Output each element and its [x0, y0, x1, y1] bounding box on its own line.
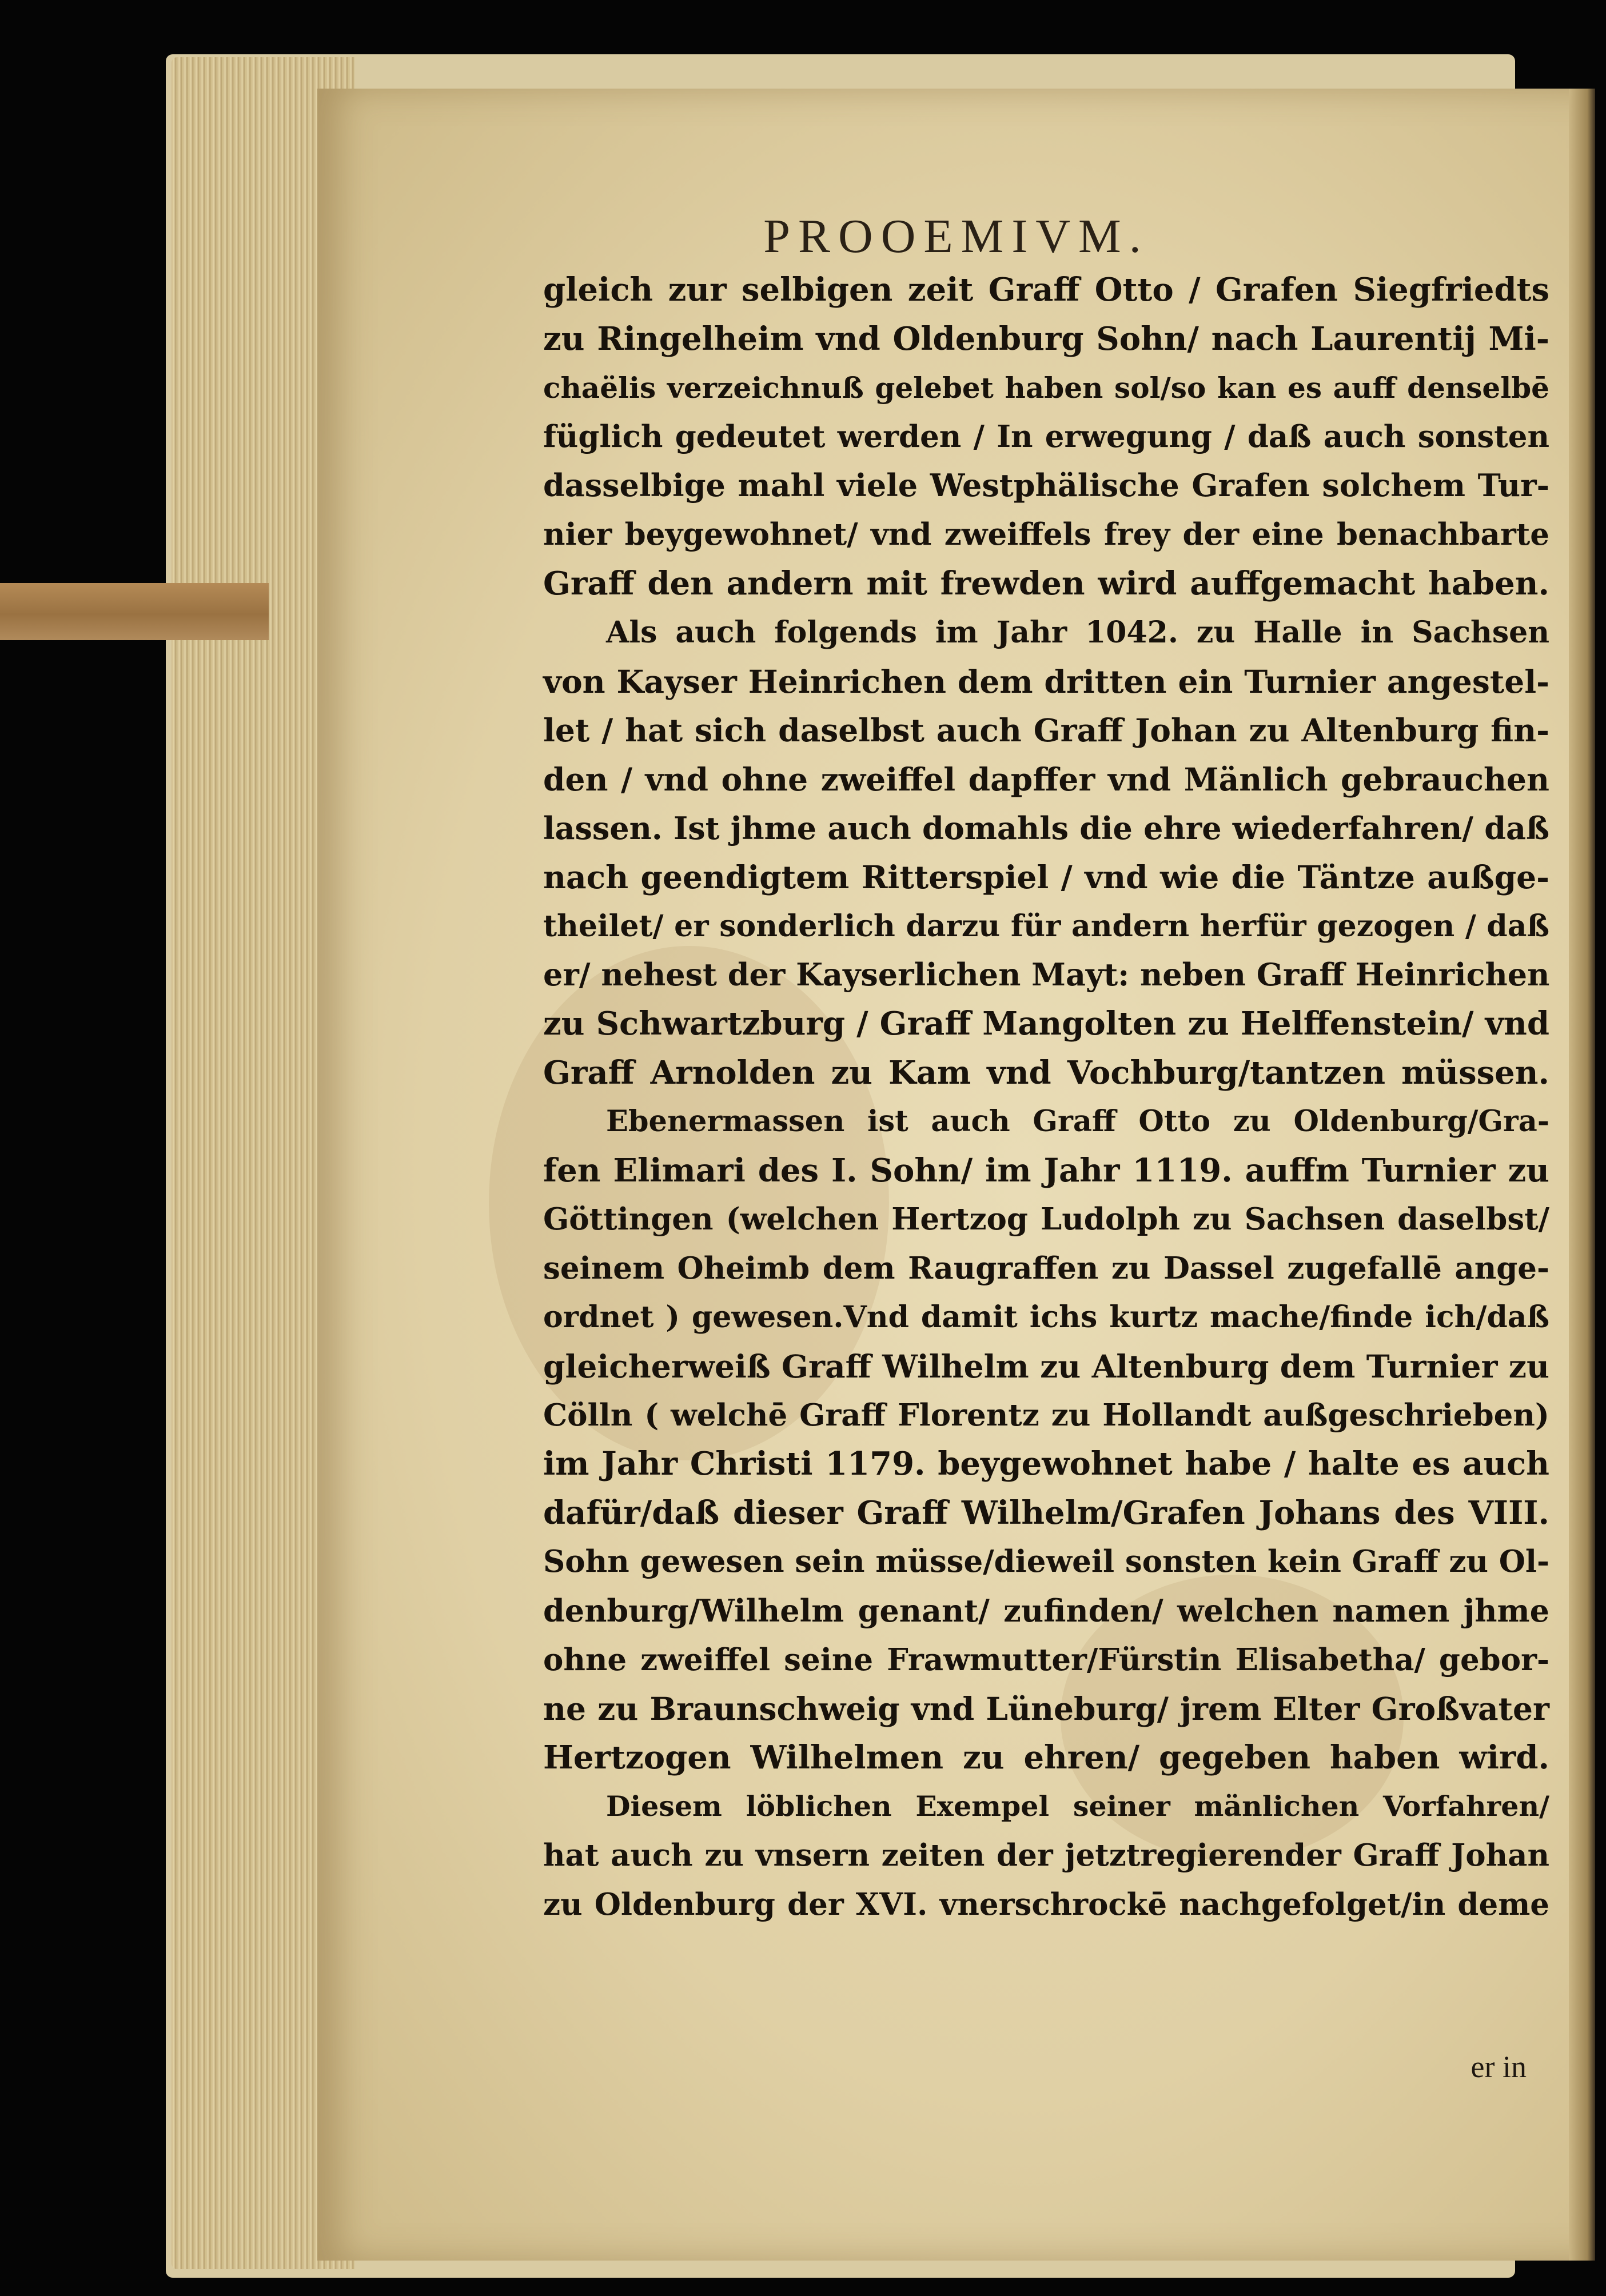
text-line: gleich zur selbigen zeit Graff Otto / Grafen Siegfriedts: [543, 271, 1549, 309]
text-line: Sohn gewesen sein müsse/dieweil sonsten kein Graff zu Ol-: [543, 1544, 1549, 1580]
body-text: [543, 266, 1549, 1929]
text-line: Graff den andern mit frewden wird auffgemacht haben.: [543, 564, 1549, 602]
text-line: ordnet ) gewesen.Vnd damit ichs kurtz mache/finde ich/daß: [543, 1300, 1549, 1335]
running-header: PROOEMIVM.: [763, 210, 1149, 263]
text-line: Hertzogen Wilhelmen zu ehren/ gegeben haben wird.: [543, 1738, 1549, 1776]
ribbon-bookmark: [0, 583, 269, 640]
text-line: zu Ringelheim vnd Oldenburg Sohn/ nach Laurentij Mi-: [543, 320, 1549, 358]
text-line: füglich gedeutet werden / In erwegung / daß auch sonsten: [543, 418, 1549, 454]
text-line: seinem Oheimb dem Raugraffen zu Dassel zugefallē ange-: [543, 1250, 1549, 1286]
text-line: let / hat sich daselbst auch Graff Johan zu Altenburg fin-: [543, 712, 1549, 749]
text-line: er/ nehest der Kayserlichen Mayt: neben Graff Heinrichen: [543, 956, 1550, 993]
text-line: nach geendigtem Ritterspiel / vnd wie die Täntze außge-: [543, 858, 1549, 896]
text-line: Diesem löblichen Exempel seiner mänlichen Vorfahren/: [606, 1790, 1549, 1823]
text-line: gleicherweiß Graff Wilhelm zu Altenburg dem Turnier zu: [543, 1348, 1549, 1385]
text-line: nier beygewohnet/ vnd zweiffels frey der eine benachbarte: [543, 516, 1549, 552]
text-line: den / vnd ohne zweiffel dapffer vnd Mänlich gebrauchen: [543, 760, 1549, 798]
text-line: Ebenermassen ist auch Graff Otto zu Oldenburg/Gra-: [606, 1104, 1549, 1139]
text-line: fen Elimari des I. Sohn/ im Jahr 1119. auffm Turnier zu: [543, 1151, 1549, 1189]
text-line: theilet/ er sonderlich darzu für andern herfür gezogen / daß: [543, 908, 1549, 944]
text-line: chaëlis verzeichnuß gelebet haben sol/so kan es auff denselbē: [543, 371, 1549, 405]
text-line: dasselbige mahl viele Westphälische Grafen solchem Tur-: [543, 467, 1549, 504]
text-line: zu Oldenburg der XVI. vnerschrockē nachgefolget/in deme: [543, 1886, 1549, 1922]
text-line: lassen. Ist jhme auch domahls die ehre wiederfahren/ daß: [543, 809, 1549, 846]
text-line: denburg/Wilhelm genant/ zufinden/ welchen namen jhme: [543, 1592, 1549, 1630]
text-line: Göttingen (welchen Hertzog Ludolph zu Sachsen daselbst/: [543, 1201, 1549, 1237]
text-line: Als auch folgends im Jahr 1042. zu Halle in Sachsen: [606, 615, 1549, 650]
text-line: hat auch zu vnsern zeiten der jetztregierender Graff Johan: [543, 1838, 1549, 1873]
page-gutter: [1569, 89, 1595, 2261]
text-line: im Jahr Christi 1179. beygewohnet habe / halte es auch: [543, 1445, 1549, 1483]
text-line: Graff Arnolden zu Kam vnd Vochburg/tantzen müssen.: [543, 1053, 1549, 1092]
book-page: [317, 89, 1595, 2261]
text-line: ne zu Braunschweig vnd Lüneburg/ jrem Elter Großvater: [543, 1690, 1549, 1728]
text-line: dafür/daß dieser Graff Wilhelm/Grafen Johans des VIII.: [543, 1494, 1549, 1532]
text-line: ohne zweiffel seine Frawmutter/Fürstin Elisabetha/ gebor-: [543, 1642, 1549, 1678]
text-line: zu Schwartzburg / Graff Mangolten zu Helffenstein/ vnd: [543, 1004, 1549, 1043]
text-line: von Kayser Heinrichen dem dritten ein Turnier angestel-: [543, 662, 1549, 700]
text-line: Cölln ( welchē Graff Florentz zu Hollandt außgeschrieben): [543, 1397, 1549, 1433]
catchword: er in: [1470, 2050, 1527, 2084]
